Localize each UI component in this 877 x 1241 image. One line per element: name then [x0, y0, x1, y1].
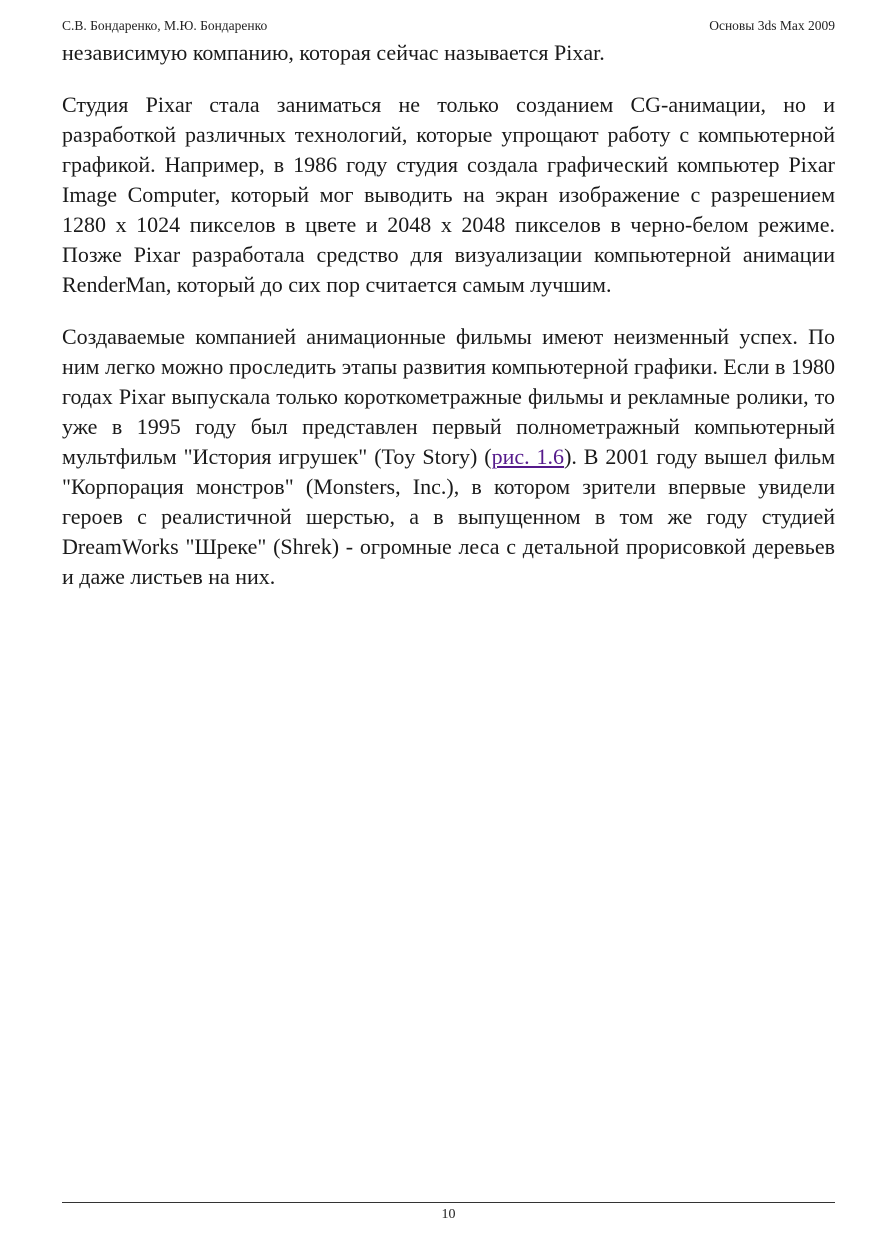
- page-body: [62, 38, 835, 614]
- header-book-title: Основы 3ds Max 2009: [709, 18, 835, 33]
- running-header: [62, 17, 835, 35]
- footer-divider: [62, 1202, 835, 1203]
- paragraph-continuation: независимую компанию, которая сейчас называется Pixar.: [62, 40, 605, 65]
- figure-link[interactable]: рис. 1.6: [491, 444, 565, 469]
- header-authors: С.В. Бондаренко, М.Ю. Бондаренко: [62, 18, 268, 33]
- paragraph-text-before-link: Создаваемые компанией анимационные фильмы имеют неизменный успех. По ним легко можно проследить этапы развития компьютерной графики. Если в 1980 годах Pixar выпускала только короткометражные фильмы и рекламные ролики, то уже в 1995 году был представлен первый полнометражный компьютерный мультфильм "История игрушек" (Toy Story) (: [62, 324, 835, 469]
- paragraph-pixar-films: [62, 322, 835, 592]
- paragraph-pixar-technologies: Студия Pixar стала заниматься не только созданием CG-анимации, но и разработкой различных технологий, которые упрощают работу с компьютерной графикой. Например, в 1986 году студия создала графический компьютер Pixar Image Computer, который мог выводить на экран изображение с разрешением 1280 x 1024 пикселов в цвете и 2048 x 2048 пикселов в черно-белом режиме. Позже Pixar разработала средство для визуализации компьютерной анимации RenderMan, который до сих пор считается самым лучшим.: [62, 92, 835, 297]
- page-number: 10: [441, 1207, 456, 1222]
- paragraph-text-after-link: ). В 2001 году вышел фильм "Корпорация монстров" (Monsters, Inc.), в котором зрители впервые увидели героев с реалистичной шерстью, а в выпущенном в том же году студией DreamWorks "Шреке" (Shrek) - огромные леса с детальной прорисовкой деревьев и даже листьев на них.: [62, 444, 836, 589]
